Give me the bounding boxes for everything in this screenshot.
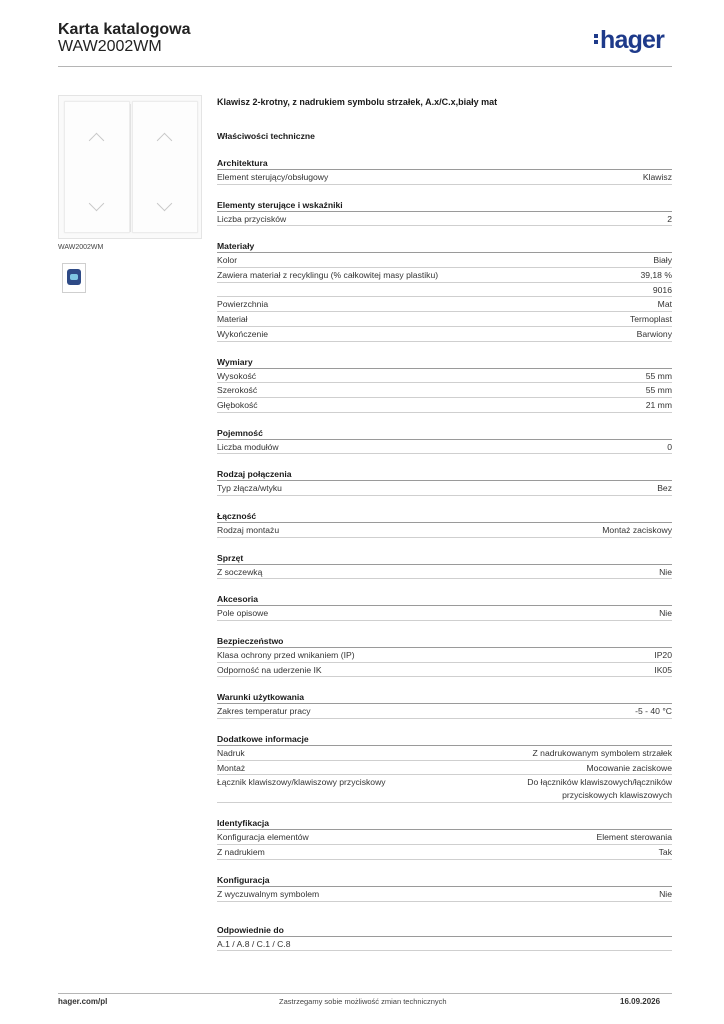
spec-row	[217, 440, 672, 455]
spec-value: -5 - 40 °C	[635, 706, 672, 717]
spec-value: Barwiony	[636, 328, 672, 339]
spec-value: Element sterowania	[596, 832, 672, 843]
spec-label: Kolor	[217, 255, 238, 266]
rocker-divider	[130, 104, 131, 232]
spec-label: Materiał	[217, 314, 248, 325]
spec-label: Wykończenie	[217, 328, 269, 339]
section-title: Wymiary	[217, 356, 672, 369]
spec-row	[217, 212, 672, 227]
spec-row	[217, 312, 672, 327]
product-code: WAW2002WM	[58, 38, 162, 55]
spec-row	[217, 268, 672, 283]
spec-row	[217, 746, 672, 761]
spec-label: Zakres temperatur pracy	[217, 706, 311, 717]
spec-row	[217, 663, 672, 678]
spec-label: Głębokość	[217, 399, 258, 410]
arrow-down-icon	[157, 196, 173, 212]
spec-row	[217, 887, 672, 902]
spec-value: 9016	[652, 284, 672, 295]
section-title: Łączność	[217, 510, 672, 523]
product-image	[58, 95, 202, 239]
section-heading: Właściwości techniczne	[217, 131, 315, 141]
image-caption: WAW2002WM	[58, 244, 104, 251]
spec-row	[217, 761, 672, 776]
spec-label: Odporność na uderzenie IK	[217, 664, 322, 675]
spec-value: Nie	[659, 888, 672, 899]
spec-section	[217, 356, 672, 413]
footer-notice: Zastrzegamy sobie możliwość zmian technicznych	[279, 997, 447, 1006]
spec-label: Z nadrukiem	[217, 847, 265, 858]
section-title: Bezpieczeństwo	[217, 635, 672, 648]
spec-row	[217, 830, 672, 845]
spec-section	[217, 240, 672, 341]
compatible-value: A.1 / A.8 / C.1 / C.8	[217, 937, 672, 952]
spec-value: 21 mm	[645, 399, 672, 410]
spec-row	[217, 283, 672, 298]
product-title: Klawisz 2-krotny, z nadrukiem symbolu strzałek, A.x/C.x,biały mat	[217, 97, 498, 107]
spec-section	[217, 593, 672, 621]
spec-section	[217, 427, 672, 455]
section-title: Konfiguracja	[217, 874, 672, 887]
spec-row	[217, 481, 672, 496]
spec-row	[217, 648, 672, 663]
spec-row	[217, 383, 672, 398]
spec-value: Nie	[659, 566, 672, 577]
spec-row	[217, 845, 672, 860]
spec-value: 55 mm	[645, 370, 672, 381]
spec-section	[217, 552, 672, 580]
certification-badge-icon	[62, 263, 86, 293]
header-divider	[58, 66, 672, 67]
spec-content	[217, 97, 672, 951]
spec-row	[217, 704, 672, 719]
spec-value: IP20	[654, 650, 672, 660]
footer-website: hager.com/pl	[58, 997, 108, 1006]
spec-row	[217, 398, 672, 413]
section-title: Dodatkowe informacje	[217, 733, 672, 746]
spec-section	[217, 157, 672, 185]
section-title: Rodzaj połączenia	[217, 468, 672, 481]
section-title: Sprzęt	[217, 552, 672, 565]
spec-value: Klawisz	[642, 172, 672, 182]
spec-label: Pole opisowe	[217, 608, 269, 619]
spec-value: Mocowanie zaciskowe	[586, 762, 672, 773]
spec-label: Liczba modułów	[217, 441, 279, 452]
spec-value: Termoplast	[629, 314, 672, 325]
spec-label: Klasa ochrony przed wnikaniem (IP)	[217, 650, 355, 660]
compatible-section	[217, 924, 672, 952]
spec-value: 55 mm	[645, 385, 672, 396]
footer-date: 16.09.2026	[620, 997, 661, 1006]
rocker-left	[64, 101, 130, 233]
spec-value: Montaż zaciskowy	[602, 524, 672, 535]
spec-value: Tak	[658, 847, 672, 858]
spec-row	[217, 565, 672, 580]
arrow-up-icon	[157, 133, 173, 149]
spec-section	[217, 691, 672, 719]
spec-row	[217, 775, 672, 803]
spec-value: Mat	[657, 299, 672, 310]
document-title: Karta katalogowa	[58, 21, 191, 38]
spec-section	[217, 733, 672, 803]
spec-label: Szerokość	[217, 385, 258, 396]
section-title: Materiały	[217, 240, 672, 253]
spec-section	[217, 817, 672, 859]
spec-row	[217, 523, 672, 538]
spec-label: Typ złącza/wtyku	[217, 483, 282, 494]
spec-value: 2	[667, 213, 672, 224]
spec-row	[217, 297, 672, 312]
spec-value: Biały	[653, 255, 672, 266]
spec-value: IK05	[654, 664, 672, 675]
spec-label: Montaż	[217, 762, 246, 773]
spec-row	[217, 369, 672, 384]
spec-row	[217, 327, 672, 342]
spec-label: Z soczewką	[217, 566, 263, 577]
hager-logo	[594, 28, 664, 53]
section-title: Identyfikacja	[217, 817, 672, 830]
spec-row	[217, 170, 672, 185]
spec-label: Zawiera materiał z recyklingu (% całkowitej masy plastiku)	[217, 270, 439, 281]
spec-label: Z wyczuwalnym symbolem	[217, 888, 320, 899]
section-title: Warunki użytkowania	[217, 691, 672, 704]
section-title: Architektura	[217, 157, 672, 170]
section-title: Akcesoria	[217, 593, 672, 606]
spec-label: Liczba przycisków	[217, 213, 287, 224]
spec-label: Powierzchnia	[217, 299, 269, 310]
spec-label: Łącznik klawiszowy/klawiszowy przyciskowy	[217, 777, 386, 788]
spec-section	[217, 199, 672, 227]
spec-label: Konfiguracja elementów	[217, 832, 309, 843]
spec-label: Wysokość	[217, 370, 257, 381]
spec-label: Element sterujący/obsługowy	[217, 172, 329, 182]
section-title: Elementy sterujące i wskaźniki	[217, 199, 672, 212]
spec-row	[217, 606, 672, 621]
spec-row	[217, 253, 672, 268]
rocker-right	[132, 101, 198, 233]
arrow-up-icon	[89, 133, 105, 149]
spec-sections	[217, 157, 672, 902]
section-title: Pojemność	[217, 427, 672, 440]
spec-value: Bez	[657, 483, 672, 494]
footer-divider	[58, 993, 672, 994]
logo-text: hager	[600, 26, 665, 54]
spec-value: 39,18 %	[640, 270, 672, 281]
spec-value: Do łączników klawiszowych/łączników przyciskowych klawiszowych	[527, 777, 672, 801]
spec-value: 0	[667, 441, 672, 452]
spec-value: Nie	[659, 608, 672, 619]
arrow-down-icon	[89, 196, 105, 212]
spec-label: Rodzaj montażu	[217, 524, 280, 535]
spec-section	[217, 874, 672, 902]
section-title: Odpowiednie do	[217, 924, 672, 937]
spec-section	[217, 468, 672, 496]
spec-section	[217, 635, 672, 677]
spec-label: Nadruk	[217, 748, 245, 759]
spec-section	[217, 510, 672, 538]
spec-value: Z nadrukowanym symbolem strzałek	[532, 748, 672, 759]
